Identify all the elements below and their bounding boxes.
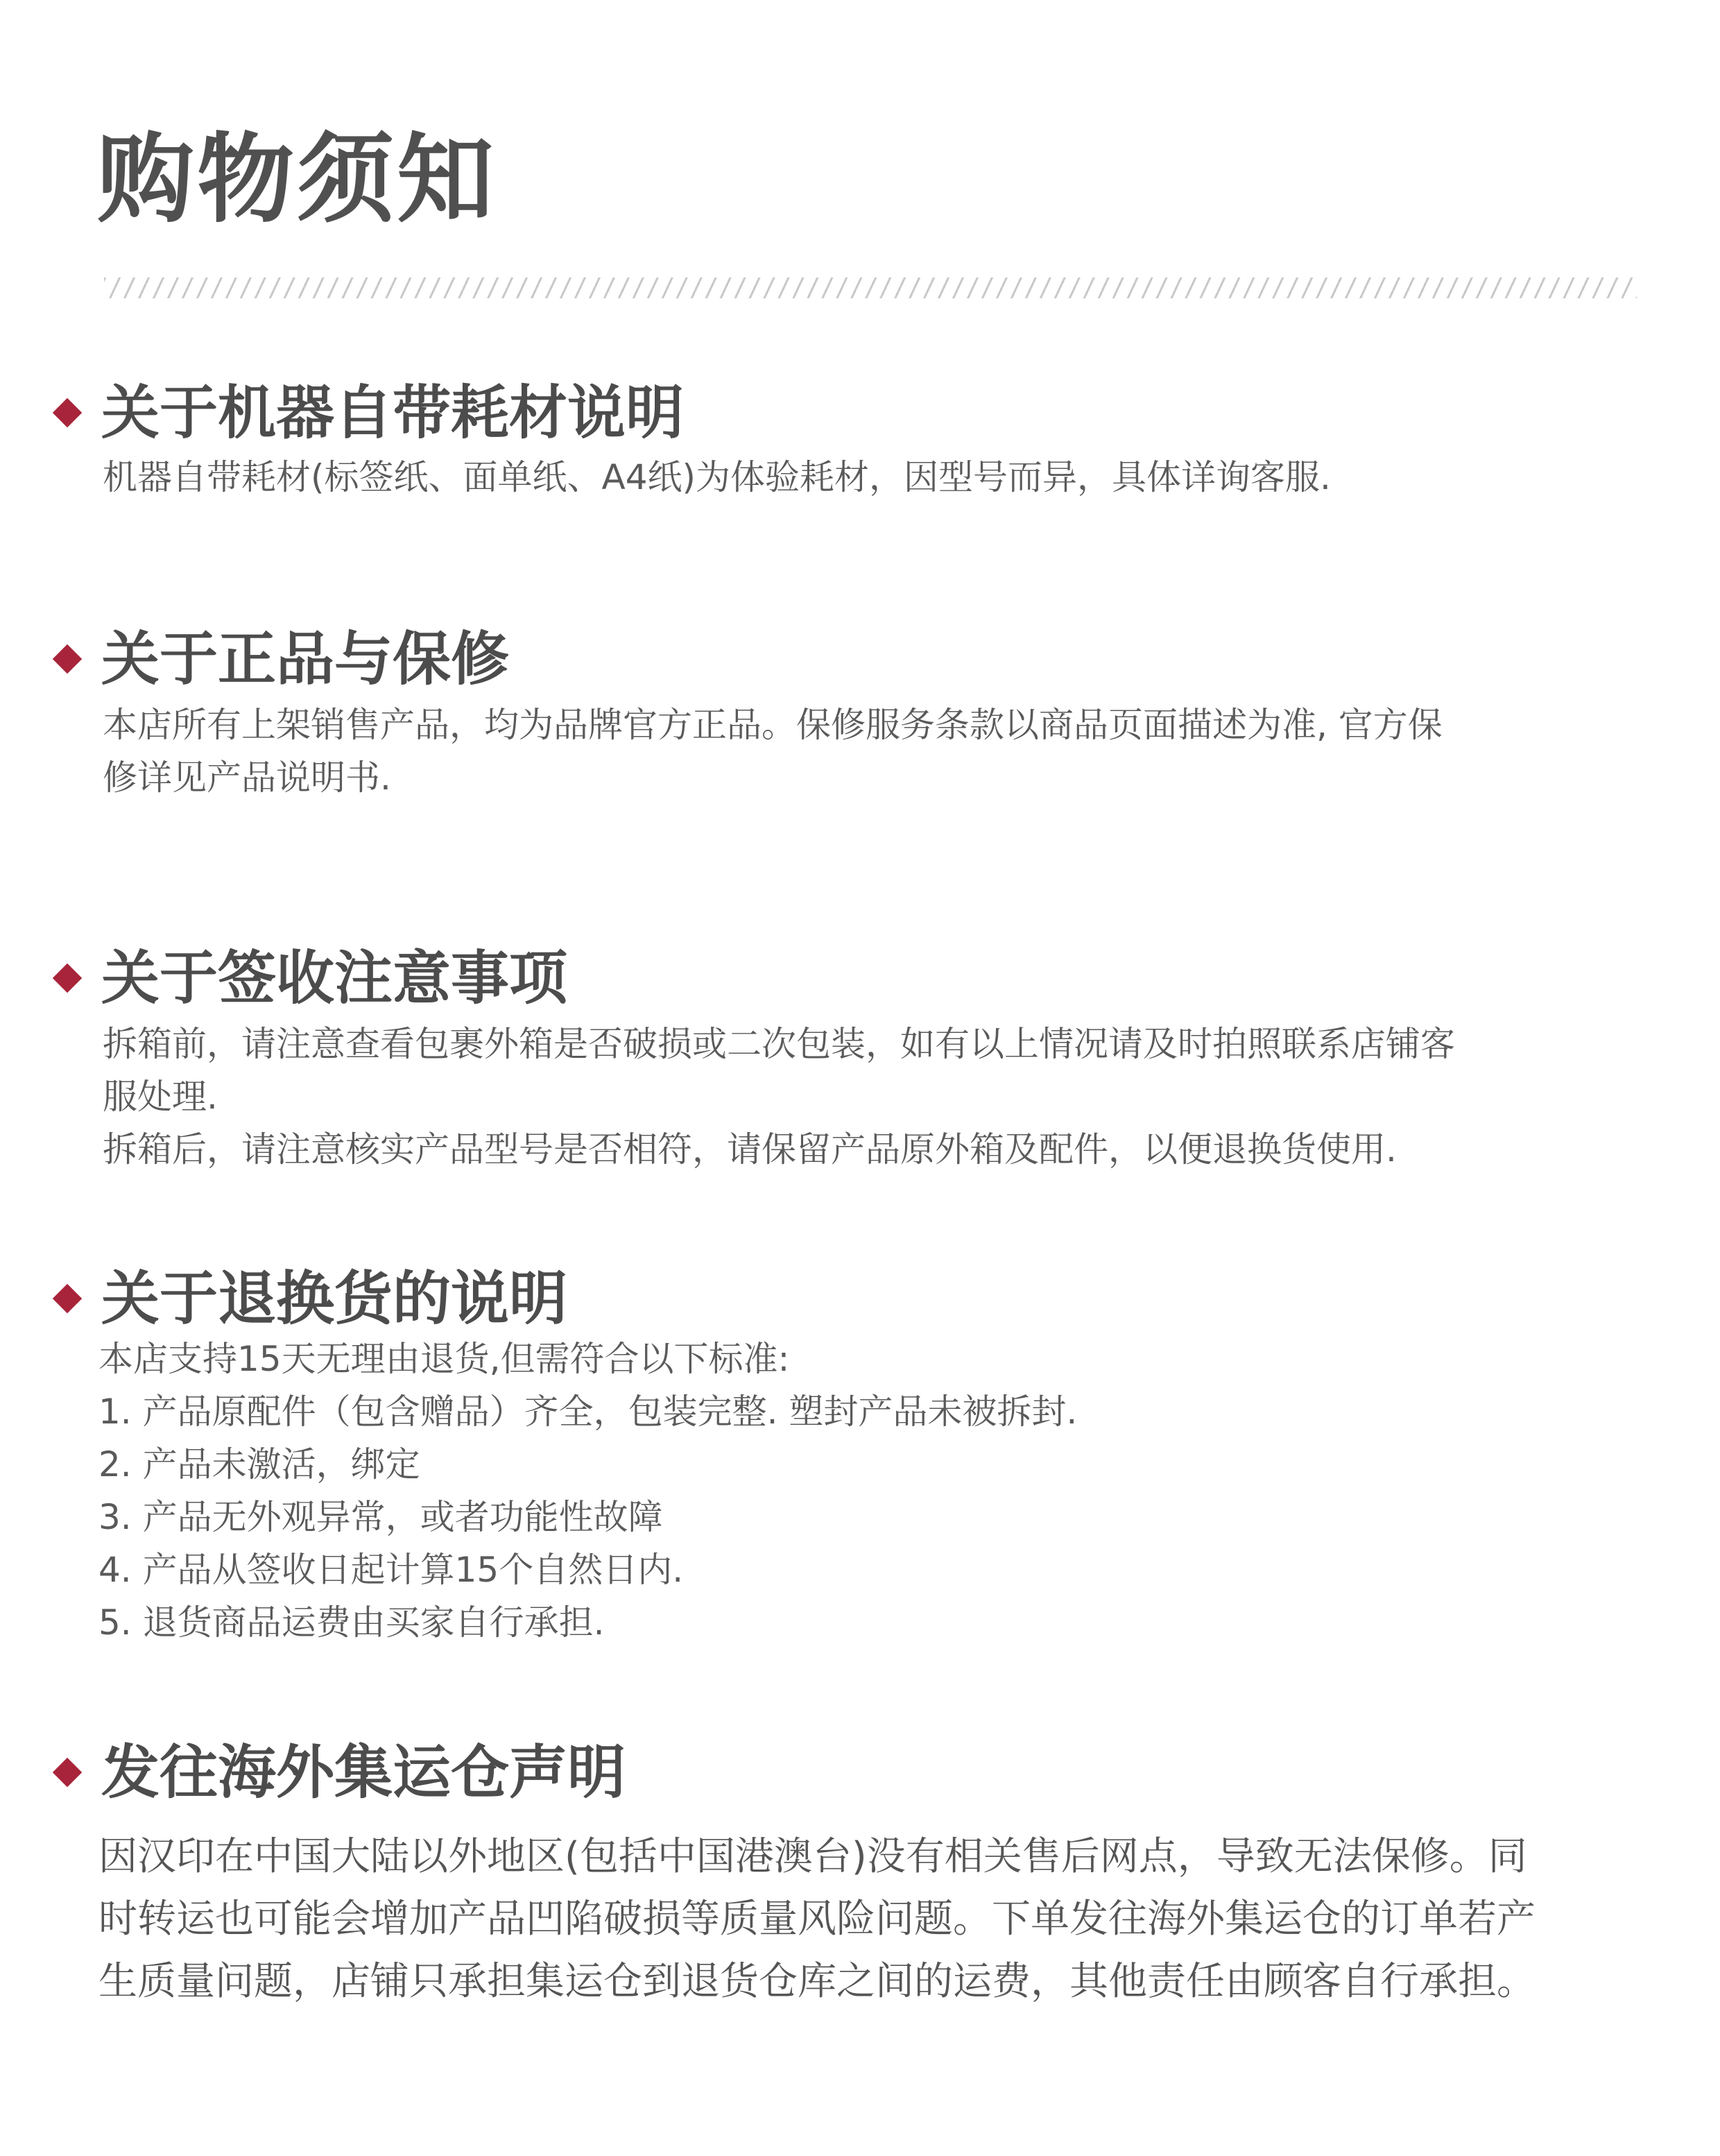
section-body [98,1333,1645,1649]
list-item: 3. 产品无外观异常，或者功能性故障 [98,1497,663,1537]
body-line: 本店所有上架销售产品，均为品牌官方正品。保修服务条款以商品页面描述为准, 官方保 [103,705,1443,745]
body-line: 拆箱后，请注意核实产品型号是否相符，请保留产品原外箱及配件，以便退换货使用. [103,1129,1397,1170]
diamond-bullet-icon [53,964,82,993]
diamond-bullet-icon [53,398,82,427]
section-title: 关于正品与保修 [101,625,510,693]
list-item: 1. 产品原配件（包含赠品）齐全，包装完整. 塑封产品未被拆封. [98,1392,1078,1432]
body-line: 修详见产品说明书. [103,758,391,798]
section-body [103,451,1649,504]
body-line: 因汉印在中国大陆以外地区(包括中国港澳台)没有相关售后网点，导致无法保修。同 [98,1834,1527,1879]
body-line: 时转运也可能会增加产品凹陷破损等质量风险问题。下单发往海外集运仓的订单若产 [98,1897,1536,1942]
body-line: 服处理. [103,1077,218,1117]
list-item: 4. 产品从签收日起计算15个自然日内. [98,1550,684,1590]
section-title: 发往海外集运仓声明 [101,1738,626,1806]
body-line: 本店支持15天无理由退货,但需符合以下标准: [98,1339,790,1379]
list-item: 5. 退货商品运费由买家自行承担. [98,1602,605,1643]
list-item: 2. 产品未激活，绑定 [98,1444,420,1485]
diamond-bullet-icon [53,1758,82,1787]
section-body [103,1018,1649,1176]
section-body [103,699,1649,804]
page-title: 购物须知 [97,123,497,237]
slash-divider [104,277,1637,298]
body-line: 生质量问题，店铺只承担集运仓到退货仓库之间的运费，其他责任由顾客自行承担。 [98,1959,1536,2004]
section-title: 关于机器自带耗材说明 [101,379,685,447]
diamond-bullet-icon [53,1284,82,1313]
body-line: 机器自带耗材(标签纸、面单纸、A4纸)为体验耗材，因型号而异，具体详询客服. [103,457,1331,497]
body-line: 拆箱前，请注意查看包裹外箱是否破损或二次包装，如有以上情况请及时拍照联系店铺客 [103,1024,1455,1064]
diamond-bullet-icon [53,644,82,674]
section-title: 关于签收注意事项 [101,944,568,1012]
section-body [98,1826,1645,2013]
section-title: 关于退换货的说明 [101,1265,568,1333]
